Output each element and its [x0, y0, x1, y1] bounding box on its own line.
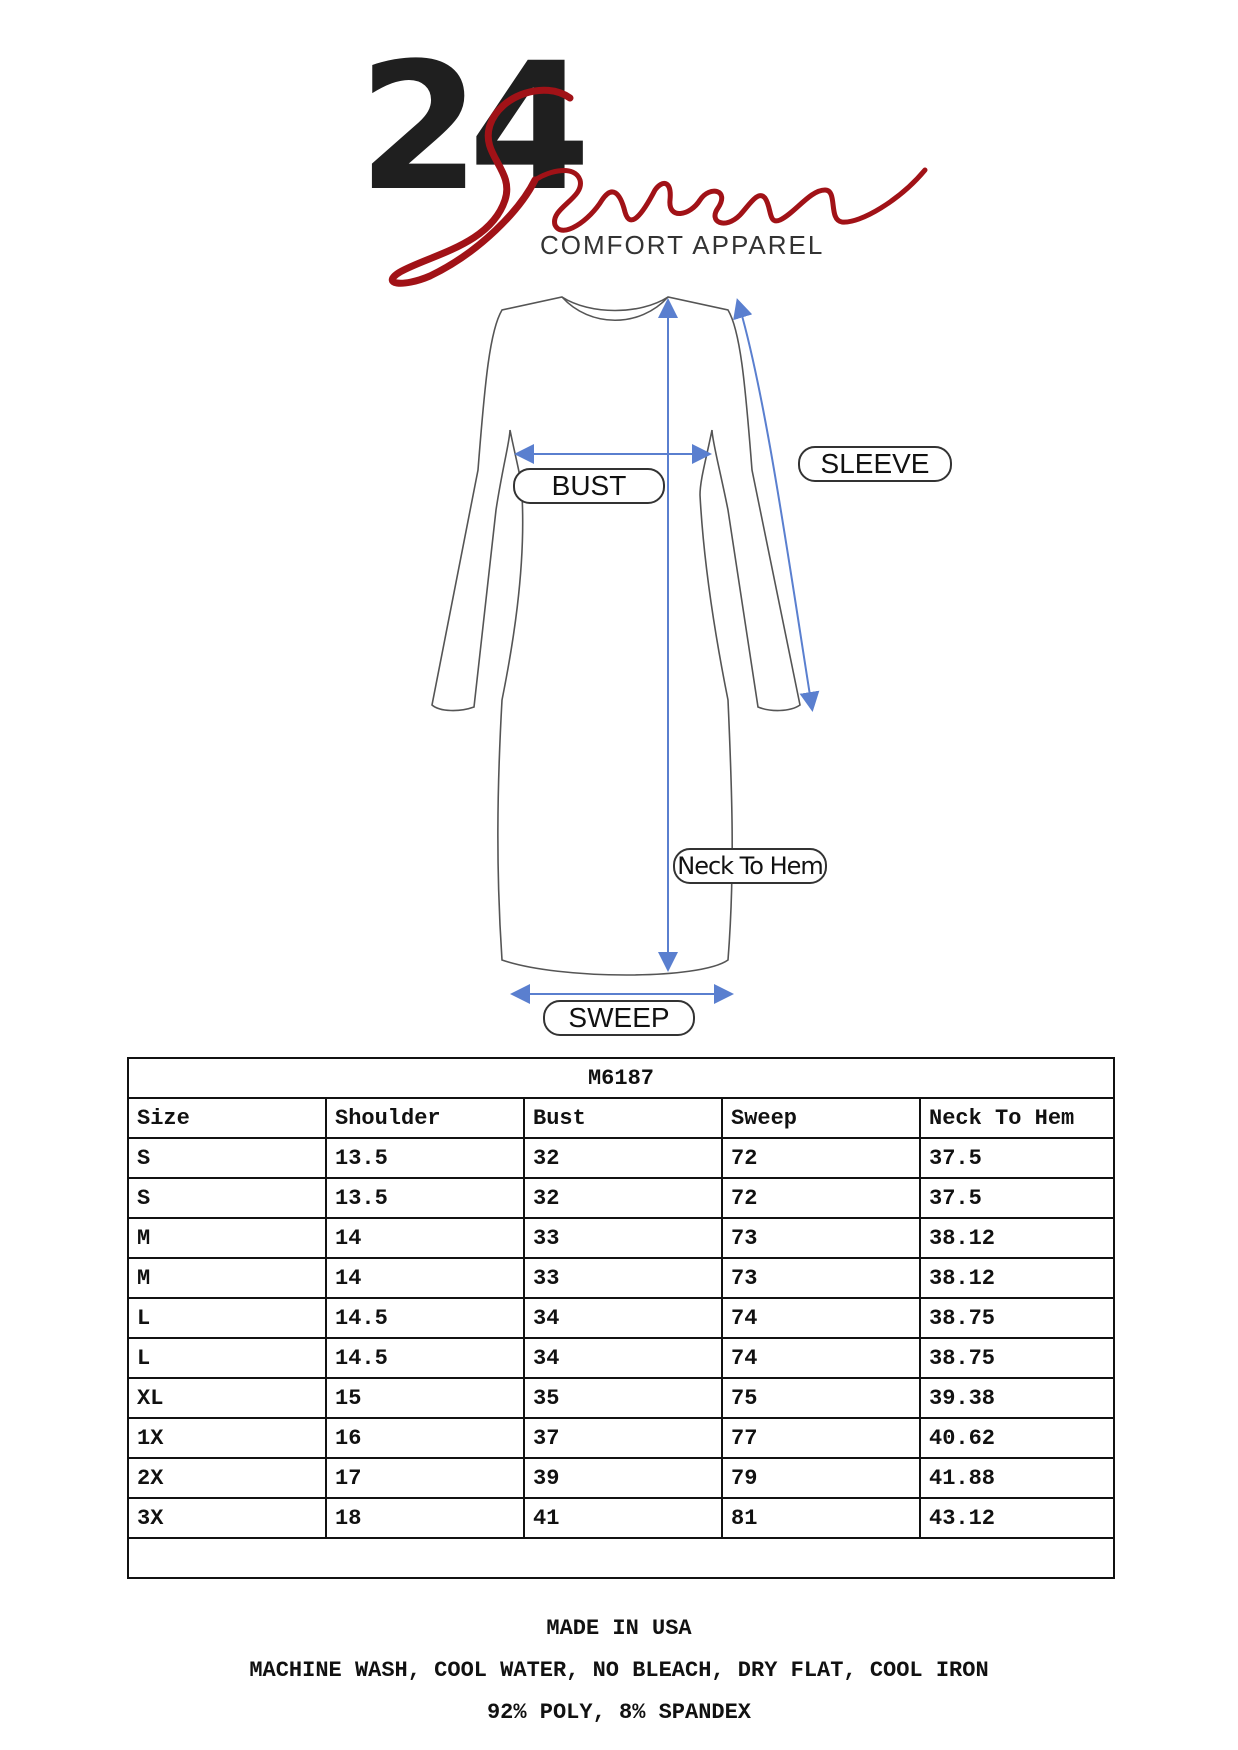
- cell-bust: 39: [524, 1458, 722, 1498]
- fabric-content: 92% POLY, 8% SPANDEX: [486, 1700, 752, 1725]
- dress-outline: [0, 270, 1238, 1050]
- cell-size: 1X: [128, 1418, 326, 1458]
- table-row: [128, 1258, 1114, 1298]
- cell-sweep: 73: [722, 1258, 920, 1298]
- cell-bust: 33: [524, 1258, 722, 1298]
- bust-label: BUST: [513, 468, 665, 504]
- cell-size: XL: [128, 1378, 326, 1418]
- cell-bust: 35: [524, 1378, 722, 1418]
- table-row: [128, 1338, 1114, 1378]
- cell-sweep: 74: [722, 1298, 920, 1338]
- table-row: [128, 1178, 1114, 1218]
- cell-bust: 34: [524, 1298, 722, 1338]
- table-row: [128, 1298, 1114, 1338]
- cell-size: M: [128, 1258, 326, 1298]
- cell-size: L: [128, 1338, 326, 1378]
- cell-sweep: 75: [722, 1378, 920, 1418]
- cell-shoulder: 18: [326, 1498, 524, 1538]
- cell-sweep: 72: [722, 1138, 920, 1178]
- cell-shoulder: 17: [326, 1458, 524, 1498]
- cell-neck-to-hem: 41.88: [920, 1458, 1114, 1498]
- table-row: [128, 1378, 1114, 1418]
- cell-size: 3X: [128, 1498, 326, 1538]
- empty-cell: [128, 1538, 1114, 1578]
- brand-logo: [340, 25, 940, 300]
- cell-neck-to-hem: 43.12: [920, 1498, 1114, 1538]
- cell-neck-to-hem: 38.12: [920, 1258, 1114, 1298]
- cell-sweep: 74: [722, 1338, 920, 1378]
- cell-size: S: [128, 1178, 326, 1218]
- cell-neck-to-hem: 38.75: [920, 1298, 1114, 1338]
- cell-shoulder: 15: [326, 1378, 524, 1418]
- cell-bust: 41: [524, 1498, 722, 1538]
- table-title-row: [128, 1058, 1114, 1098]
- cell-shoulder: 14: [326, 1258, 524, 1298]
- cell-neck-to-hem: 37.5: [920, 1178, 1114, 1218]
- cell-size: M: [128, 1218, 326, 1258]
- cell-size: S: [128, 1138, 326, 1178]
- logo-number: 24: [358, 25, 579, 230]
- logo-script-seven: [340, 25, 940, 300]
- cell-shoulder: 14.5: [326, 1298, 524, 1338]
- table-row: [128, 1458, 1114, 1498]
- header-sweep: Sweep: [722, 1098, 920, 1138]
- table-row: [128, 1138, 1114, 1178]
- cell-shoulder: 13.5: [326, 1138, 524, 1178]
- cell-neck-to-hem: 37.5: [920, 1138, 1114, 1178]
- table-row: [128, 1218, 1114, 1258]
- cell-bust: 32: [524, 1178, 722, 1218]
- care-instructions: MACHINE WASH, COOL WATER, NO BLEACH, DRY FLAT, COOL IRON: [249, 1658, 989, 1683]
- cell-sweep: 79: [722, 1458, 920, 1498]
- header-bust: Bust: [524, 1098, 722, 1138]
- table-row: [128, 1498, 1114, 1538]
- header-shoulder: Shoulder: [326, 1098, 524, 1138]
- style-number: M6187: [128, 1058, 1114, 1098]
- logo-subtitle: COMFORT APPAREL: [540, 230, 825, 260]
- table-header-row: [128, 1098, 1114, 1138]
- cell-shoulder: 13.5: [326, 1178, 524, 1218]
- cell-bust: 37: [524, 1418, 722, 1458]
- cell-shoulder: 14.5: [326, 1338, 524, 1378]
- size-chart-table: [127, 1057, 1115, 1579]
- cell-size: 2X: [128, 1458, 326, 1498]
- cell-bust: 32: [524, 1138, 722, 1178]
- cell-sweep: 72: [722, 1178, 920, 1218]
- cell-shoulder: 16: [326, 1418, 524, 1458]
- made-in-label: MADE IN USA: [546, 1616, 692, 1641]
- cell-shoulder: 14: [326, 1218, 524, 1258]
- table-empty-row: [128, 1538, 1114, 1578]
- cell-neck-to-hem: 39.38: [920, 1378, 1114, 1418]
- cell-sweep: 73: [722, 1218, 920, 1258]
- cell-size: L: [128, 1298, 326, 1338]
- cell-bust: 34: [524, 1338, 722, 1378]
- table-row: [128, 1418, 1114, 1458]
- neck-to-hem-label: Neck To Hem: [673, 848, 827, 884]
- cell-bust: 33: [524, 1218, 722, 1258]
- cell-neck-to-hem: 40.62: [920, 1418, 1114, 1458]
- cell-sweep: 81: [722, 1498, 920, 1538]
- sweep-label: SWEEP: [543, 1000, 695, 1036]
- cell-sweep: 77: [722, 1418, 920, 1458]
- cell-neck-to-hem: 38.75: [920, 1338, 1114, 1378]
- sleeve-label: SLEEVE: [798, 446, 952, 482]
- header-size: Size: [128, 1098, 326, 1138]
- header-neck-to-hem: Neck To Hem: [920, 1098, 1114, 1138]
- garment-diagram: [0, 270, 1238, 1050]
- cell-neck-to-hem: 38.12: [920, 1218, 1114, 1258]
